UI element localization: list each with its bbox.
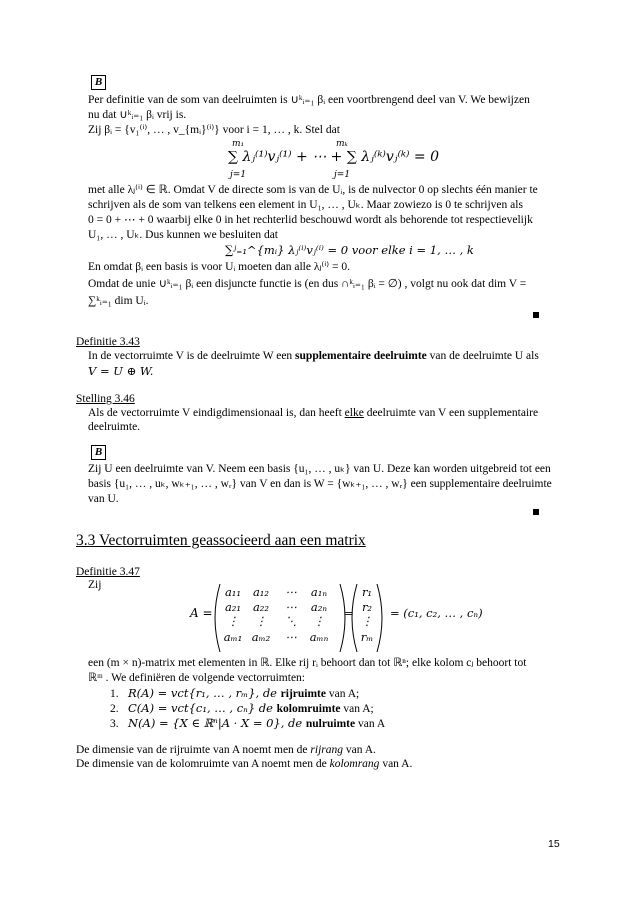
proof1-line6: 0 = 0 + ⋯ + 0 waarbij elke 0 in het rechterlid beschouwd wordt als behorende tot respectievelijk — [88, 214, 533, 226]
proof1-line2: nu dat ∪ᵏᵢ₌₁ βᵢ vrij is. — [88, 109, 187, 121]
theorem-text: deelruimte van V een supplementaire — [363, 407, 539, 419]
definition-text: De dimensie van de kolomruimte van A noemt men de — [76, 758, 330, 770]
term-rijrang: rijrang — [310, 744, 344, 756]
list-item — [110, 701, 374, 716]
equation-sum-upper2: mₖ — [336, 139, 348, 149]
equation-lambda-zero: ∑ʲ₌₁^{mᵢ} λⱼ⁽ⁱ⁾vⱼ⁽ⁱ⁾ = 0 voor elke i = 1, … , k — [225, 243, 474, 257]
proof1-line5: schrijven als de som van telkens een element in U₁, … , Uₖ. Maar zowiezo is 0 te schrijven als — [88, 199, 523, 211]
definition-text: De dimensie van de rijruimte van A noemt men de — [76, 744, 311, 756]
equation-sum-lower2: j=1 — [334, 170, 351, 180]
list-text: N(A) = {X ∈ ℝⁿ|A · X = 0}, de — [128, 716, 306, 730]
matrix-entry: ⋯ — [285, 630, 297, 644]
qed-square — [533, 312, 539, 318]
matrix-entry: ⋮ — [313, 614, 325, 628]
matrix-entry: ⋱ — [285, 614, 297, 628]
definition-text: van de deelruimte U als — [426, 350, 539, 362]
theorem-emphasis: elke — [344, 407, 364, 419]
proof1-line8: En omdat βᵢ een basis is voor Uᵢ moeten dan alle λⱼ⁽ⁱ⁾ = 0. — [88, 261, 350, 273]
matrix-entry: ⋯ — [285, 585, 297, 599]
proof1-line10: ∑ᵏᵢ₌₁ dim Uᵢ. — [88, 295, 149, 307]
matrix-lhs: A = — [190, 606, 213, 620]
term-kolomrang: kolomrang — [329, 758, 380, 770]
matrix-entry: ⋮ — [255, 614, 267, 628]
matrix-entry: aₘ₂ — [251, 630, 271, 644]
matrix-entry: aₘ₁ — [223, 630, 243, 644]
matrix-entry: aₘₙ — [309, 630, 329, 644]
list-text: van A; — [340, 703, 374, 715]
list-number: 2. — [110, 703, 119, 715]
definition-formula: V = U ⊕ W. — [88, 364, 154, 378]
matrix-entry: a₁₂ — [252, 585, 270, 599]
proof2-line3: van U. — [88, 493, 119, 505]
list-text: van A; — [326, 688, 360, 700]
page-number: 15 — [548, 838, 560, 850]
column-vector-tuple: = (c₁, c₂, … , cₙ) — [390, 606, 483, 620]
definition347-line2: ℝᵐ . We definiëren de volgende vectorruimten: — [88, 672, 306, 684]
row-vector-entry: rₘ — [360, 630, 374, 644]
proof-box-label: B — [91, 75, 106, 90]
list-item — [110, 716, 385, 731]
equation-sum-upper1: m₁ — [232, 139, 245, 149]
theorem-title: Stelling 3.46 — [76, 393, 135, 405]
definition-line1 — [88, 349, 539, 363]
equation-sum-body: ∑ λⱼ⁽¹⁾vⱼ⁽¹⁾ + ⋯ + ∑ λⱼ⁽ᵏ⁾vⱼ⁽ᵏ⁾ = 0 — [228, 149, 439, 165]
matrix-equals: = — [344, 606, 354, 620]
definition-text: In de vectorruimte V is de deelruimte W een — [88, 350, 296, 362]
definition347-line1: een (m × n)-matrix met elementen in ℝ. Elke rij rᵢ behoort dan tot ℝⁿ; elke kolom cⱼ behoort tot — [88, 657, 527, 669]
section-heading: 3.3 Vectorruimten geassocieerd aan een matrix — [76, 532, 366, 549]
proof1-line9: Omdat de unie ∪ᵏᵢ₌₁ βᵢ een disjuncte functie is (en dus ∩ᵏᵢ₌₁ βᵢ = ∅) , volgt nu ook dat dim V = — [88, 278, 527, 290]
row-vector-entry: ⋮ — [361, 614, 373, 628]
equation-sum-lower1: j=1 — [230, 170, 247, 180]
proof1-line3: Zij βᵢ = {v₁⁽ⁱ⁾, … , v_{mᵢ}⁽ⁱ⁾} voor i = 1, … , k. Stel dat — [88, 124, 340, 136]
rows-vector-right-bracket — [375, 582, 387, 654]
definition347-kolomrang — [76, 757, 412, 771]
matrix-entry: a₂₂ — [252, 600, 270, 614]
term-nulruimte: nulruimte — [305, 718, 356, 730]
matrix-entry: a₁₁ — [224, 585, 242, 599]
definition-title: Definitie 3.43 — [76, 336, 140, 348]
definition-text: van A. — [343, 744, 376, 756]
proof1-line7: U₁, … , Uₖ. Dus kunnen we besluiten dat — [88, 229, 279, 241]
theorem-line1 — [88, 406, 538, 420]
proof2-line2: basis {u₁, … , uₖ, wₖ₊₁, … , wᵣ} van V en dan is W = {wₖ₊₁, … , wᵣ} een supplementaire deelruimte — [88, 478, 552, 490]
matrix-entry: a₁ₙ — [310, 585, 328, 599]
proof-box-label: B — [91, 445, 106, 460]
matrix-entry: ⋯ — [285, 600, 297, 614]
row-vector-entry: r₂ — [361, 600, 373, 614]
term-supplementaire-deelruimte: supplementaire deelruimte — [295, 350, 427, 362]
matrix-entry: a₂ₙ — [310, 600, 328, 614]
proof2-line1: Zij U een deelruimte van V. Neem een basis {u₁, … , uₖ} van U. Deze kan worden uitgebreid tot een — [88, 463, 551, 475]
matrix-entry: ⋮ — [227, 614, 239, 628]
row-vector-entry: r₁ — [361, 585, 373, 599]
term-rijruimte: rijruimte — [280, 688, 326, 700]
definition-title: Definitie 3.47 — [76, 566, 140, 578]
proof1-line1: Per definitie van de som van deelruimten is ∪ᵏᵢ₌₁ βᵢ een voortbrengend deel van V. We bewijzen — [88, 94, 530, 106]
list-text: R(A) = vct{r₁, … , rₘ}, de — [128, 686, 281, 700]
list-item — [110, 686, 359, 701]
list-number: 3. — [110, 718, 119, 730]
qed-square — [533, 509, 539, 515]
matrix-entry: a₂₁ — [224, 600, 242, 614]
proof1-line4: met alle λⱼ⁽ⁱ⁾ ∈ ℝ. Omdat V de directe som is van de Uᵢ, is de nulvector 0 op slechts één manier te — [88, 184, 538, 196]
theorem-line2: deelruimte. — [88, 421, 141, 433]
list-number: 1. — [110, 688, 119, 700]
definition347-rijrang — [76, 743, 376, 757]
list-text: C(A) = vct{c₁, … , cₙ} de — [128, 701, 277, 715]
term-kolomruimte: kolomruimte — [276, 703, 341, 715]
definition-text: van A. — [379, 758, 413, 770]
definition-zij: Zij — [88, 579, 102, 591]
theorem-text: Als de vectorruimte V eindigdimensionaal is, dan heeft — [88, 407, 345, 419]
list-text: van A — [355, 718, 386, 730]
